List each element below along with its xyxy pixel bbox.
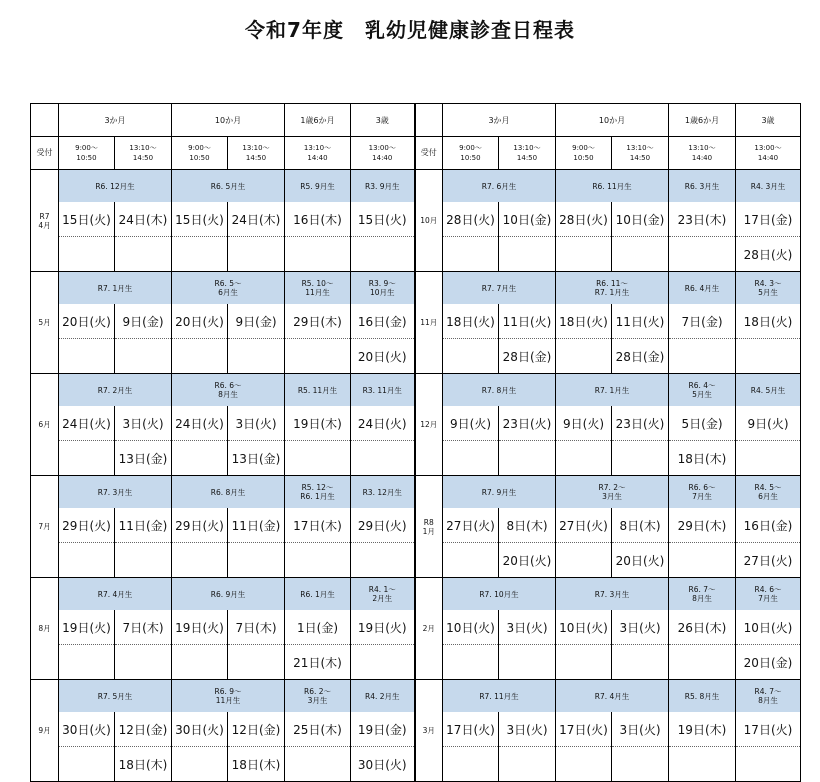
exam-date: 25日(木) [285,712,351,747]
birth-month-band: R6. 1月生 [285,578,351,611]
birth-month-band: R4. 3～ 5月生 [736,272,801,305]
reception-time: 9:00～ 10:50 [59,137,115,170]
birth-month-band: R7. 4月生 [59,578,172,611]
exam-date: 10日(火) [556,610,612,645]
birth-month-band: R5. 9月生 [285,170,351,203]
exam-date [59,543,115,578]
birth-month-band: R7. 9月生 [443,476,556,509]
exam-date [736,441,801,476]
exam-date: 7日(木) [228,610,285,645]
exam-date [556,339,612,374]
exam-date [669,339,736,374]
exam-date [228,339,285,374]
exam-date [115,543,172,578]
exam-date: 9日(火) [736,406,801,441]
month-label: 10月 [415,170,443,272]
reception-time: 13:10～ 14:50 [228,137,285,170]
exam-date: 3日(火) [115,406,172,441]
exam-date: 18日(火) [556,304,612,339]
exam-date: 20日(火) [499,543,556,578]
exam-date: 13日(金) [228,441,285,476]
age-group-header: 10か月 [556,104,669,137]
exam-date: 15日(火) [59,202,115,237]
reception-time: 13:00～ 14:40 [736,137,801,170]
exam-date: 10日(金) [612,202,669,237]
birth-month-band: R3. 12月生 [351,476,415,509]
exam-date [669,543,736,578]
exam-date [172,747,228,782]
exam-date: 29日(火) [172,508,228,543]
exam-date: 27日(火) [443,508,499,543]
month-label: 7月 [31,476,59,578]
exam-date [228,237,285,272]
month-label: 8月 [31,578,59,680]
exam-date: 8日(木) [499,508,556,543]
month-label: 12月 [415,374,443,476]
exam-date: 3日(火) [228,406,285,441]
exam-date: 7日(金) [669,304,736,339]
age-group-header: 1歳6か月 [285,104,351,137]
birth-month-band: R7. 4月生 [556,680,669,713]
exam-date: 19日(火) [351,610,415,645]
exam-date: 3日(火) [612,712,669,747]
birth-month-band: R4. 1～ 2月生 [351,578,415,611]
exam-date: 29日(木) [669,508,736,543]
corner-cell [31,104,59,137]
birth-month-band: R6. 9月生 [172,578,285,611]
birth-month-band: R3. 9～ 10月生 [351,272,415,305]
birth-month-band: R7. 1月生 [59,272,172,305]
uketsuke-label: 受付 [415,137,443,170]
exam-date: 28日(金) [499,339,556,374]
exam-date [556,543,612,578]
exam-date: 29日(火) [59,508,115,543]
birth-month-band: R6. 5月生 [172,170,285,203]
exam-date: 29日(火) [351,508,415,543]
exam-date [115,237,172,272]
birth-month-band: R6. 5～ 6月生 [172,272,285,305]
age-group-header: 3歳 [736,104,801,137]
corner-cell [415,104,443,137]
exam-date [351,237,415,272]
age-group-header: 3歳 [351,104,415,137]
birth-month-band: R4. 7～ 8月生 [736,680,801,713]
birth-month-band: R4. 6～ 7月生 [736,578,801,611]
birth-month-band: R6. 11月生 [556,170,669,203]
exam-date [499,441,556,476]
birth-month-band: R4. 5月生 [736,374,801,407]
exam-date [612,645,669,680]
exam-date: 19日(金) [351,712,415,747]
exam-date: 24日(火) [351,406,415,441]
exam-date: 28日(火) [736,237,801,272]
birth-month-band: R6. 6～ 7月生 [669,476,736,509]
birth-month-band: R3. 9月生 [351,170,415,203]
exam-date: 3日(火) [612,610,669,645]
exam-date: 18日(火) [443,304,499,339]
birth-month-band: R3. 11月生 [351,374,415,407]
exam-date [612,237,669,272]
exam-date: 23日(火) [499,406,556,441]
birth-month-band: R6. 2～ 3月生 [285,680,351,713]
exam-date: 7日(木) [115,610,172,645]
reception-time: 9:00～ 10:50 [443,137,499,170]
exam-date: 10日(金) [499,202,556,237]
reception-time: 13:10～ 14:50 [612,137,669,170]
month-label: 2月 [415,578,443,680]
exam-date [736,339,801,374]
exam-date [115,645,172,680]
month-label: 6月 [31,374,59,476]
age-group-header: 3か月 [443,104,556,137]
exam-date: 16日(金) [736,508,801,543]
birth-month-band: R7. 7月生 [443,272,556,305]
birth-month-band: R6. 6～ 8月生 [172,374,285,407]
exam-date: 27日(火) [556,508,612,543]
exam-date [351,645,415,680]
reception-time: 13:10～ 14:50 [115,137,172,170]
exam-date [351,543,415,578]
exam-date [499,237,556,272]
exam-date: 30日(火) [59,712,115,747]
birth-month-band: R7. 3月生 [59,476,172,509]
birth-month-band: R6. 4月生 [669,272,736,305]
reception-time: 13:10～ 14:50 [499,137,556,170]
exam-date: 9日(金) [228,304,285,339]
month-label: 11月 [415,272,443,374]
exam-date [115,339,172,374]
reception-time: 13:10～ 14:40 [285,137,351,170]
uketsuke-label: 受付 [31,137,59,170]
exam-date: 17日(火) [556,712,612,747]
exam-date [669,645,736,680]
birth-month-band: R7. 8月生 [443,374,556,407]
reception-time: 13:00～ 14:40 [351,137,415,170]
exam-date: 13日(金) [115,441,172,476]
exam-date: 26日(木) [669,610,736,645]
exam-date: 17日(火) [443,712,499,747]
birth-month-band: R6. 11～ R7. 1月生 [556,272,669,305]
exam-date: 9日(火) [556,406,612,441]
month-label: 9月 [31,680,59,782]
exam-date: 24日(火) [59,406,115,441]
exam-date: 17日(木) [285,508,351,543]
birth-month-band: R7. 2～ 3月生 [556,476,669,509]
exam-date [59,237,115,272]
birth-month-band: R7. 6月生 [443,170,556,203]
exam-date: 20日(火) [351,339,415,374]
exam-date [351,441,415,476]
exam-date: 19日(木) [669,712,736,747]
birth-month-band: R7. 11月生 [443,680,556,713]
exam-date [59,645,115,680]
exam-date: 29日(木) [285,304,351,339]
exam-date: 3日(火) [499,712,556,747]
exam-date: 11日(金) [115,508,172,543]
exam-date: 19日(火) [59,610,115,645]
birth-month-band: R7. 3月生 [556,578,669,611]
exam-date [443,339,499,374]
exam-date: 20日(火) [172,304,228,339]
exam-date: 8日(木) [612,508,669,543]
exam-date [443,645,499,680]
exam-date [228,543,285,578]
exam-date: 12日(金) [228,712,285,747]
exam-date [612,747,669,782]
exam-date [669,237,736,272]
exam-date: 16日(木) [285,202,351,237]
exam-date [285,747,351,782]
exam-date: 17日(金) [736,202,801,237]
exam-date: 28日(火) [556,202,612,237]
exam-date: 11日(金) [228,508,285,543]
exam-date: 9日(火) [443,406,499,441]
exam-date: 21日(木) [285,645,351,680]
exam-date: 18日(木) [115,747,172,782]
birth-month-band: R5. 10～ 11月生 [285,272,351,305]
birth-month-band: R7. 1月生 [556,374,669,407]
exam-date [172,441,228,476]
birth-month-band: R6. 3月生 [669,170,736,203]
exam-date [172,339,228,374]
birth-month-band: R4. 3月生 [736,170,801,203]
exam-date [443,747,499,782]
birth-month-band: R5. 12～ R6. 1月生 [285,476,351,509]
exam-date [443,237,499,272]
birth-month-band: R7. 2月生 [59,374,172,407]
exam-date [59,339,115,374]
exam-date: 24日(火) [172,406,228,441]
exam-date [612,441,669,476]
exam-date: 15日(火) [172,202,228,237]
exam-date [499,747,556,782]
exam-date [669,747,736,782]
exam-date: 24日(木) [115,202,172,237]
birth-month-band: R7. 10月生 [443,578,556,611]
exam-date [228,645,285,680]
exam-date: 28日(金) [612,339,669,374]
birth-month-band: R4. 2月生 [351,680,415,713]
exam-date: 20日(火) [612,543,669,578]
exam-date [285,543,351,578]
exam-date [285,237,351,272]
exam-date [443,441,499,476]
exam-date: 23日(木) [669,202,736,237]
exam-date: 18日(木) [669,441,736,476]
exam-date: 30日(火) [351,747,415,782]
exam-date [556,645,612,680]
birth-month-band: R6. 7～ 8月生 [669,578,736,611]
exam-date: 23日(火) [612,406,669,441]
exam-date: 18日(火) [736,304,801,339]
birth-month-band: R4. 5～ 6月生 [736,476,801,509]
exam-date: 18日(木) [228,747,285,782]
exam-date: 24日(木) [228,202,285,237]
exam-date: 20日(金) [736,645,801,680]
exam-date: 16日(金) [351,304,415,339]
birth-month-band: R5. 11月生 [285,374,351,407]
birth-month-band: R6. 8月生 [172,476,285,509]
age-group-header: 3か月 [59,104,172,137]
exam-date: 30日(火) [172,712,228,747]
exam-date: 17日(火) [736,712,801,747]
reception-time: 13:10～ 14:40 [669,137,736,170]
exam-date: 1日(金) [285,610,351,645]
exam-date [556,747,612,782]
exam-date [499,645,556,680]
exam-date [172,645,228,680]
month-label: R7 4月 [31,170,59,272]
exam-date: 27日(火) [736,543,801,578]
exam-date: 10日(火) [736,610,801,645]
birth-month-band: R7. 5月生 [59,680,172,713]
exam-date [443,543,499,578]
age-group-header: 1歳6か月 [669,104,736,137]
age-group-header: 10か月 [172,104,285,137]
month-label: 5月 [31,272,59,374]
exam-date: 9日(金) [115,304,172,339]
exam-date: 20日(火) [59,304,115,339]
exam-date [172,237,228,272]
birth-month-band: R5. 8月生 [669,680,736,713]
exam-date [59,747,115,782]
page-title: 令和7年度 乳幼児健康診査日程表 [245,18,575,42]
exam-date: 3日(火) [499,610,556,645]
exam-date [172,543,228,578]
exam-date: 19日(火) [172,610,228,645]
month-label: 3月 [415,680,443,782]
birth-month-band: R6. 4～ 5月生 [669,374,736,407]
exam-date [556,441,612,476]
reception-time: 9:00～ 10:50 [172,137,228,170]
exam-date [556,237,612,272]
exam-date: 10日(火) [443,610,499,645]
birth-month-band: R6. 9～ 11月生 [172,680,285,713]
exam-date: 19日(木) [285,406,351,441]
exam-date [285,441,351,476]
exam-date: 11日(火) [499,304,556,339]
exam-date [285,339,351,374]
month-label: R8 1月 [415,476,443,578]
exam-date: 28日(火) [443,202,499,237]
exam-date [736,747,801,782]
exam-date [59,441,115,476]
exam-date: 5日(金) [669,406,736,441]
birth-month-band: R6. 12月生 [59,170,172,203]
exam-date: 15日(火) [351,202,415,237]
exam-date: 12日(金) [115,712,172,747]
exam-date: 11日(火) [612,304,669,339]
schedule-table [30,103,801,782]
reception-time: 9:00～ 10:50 [556,137,612,170]
